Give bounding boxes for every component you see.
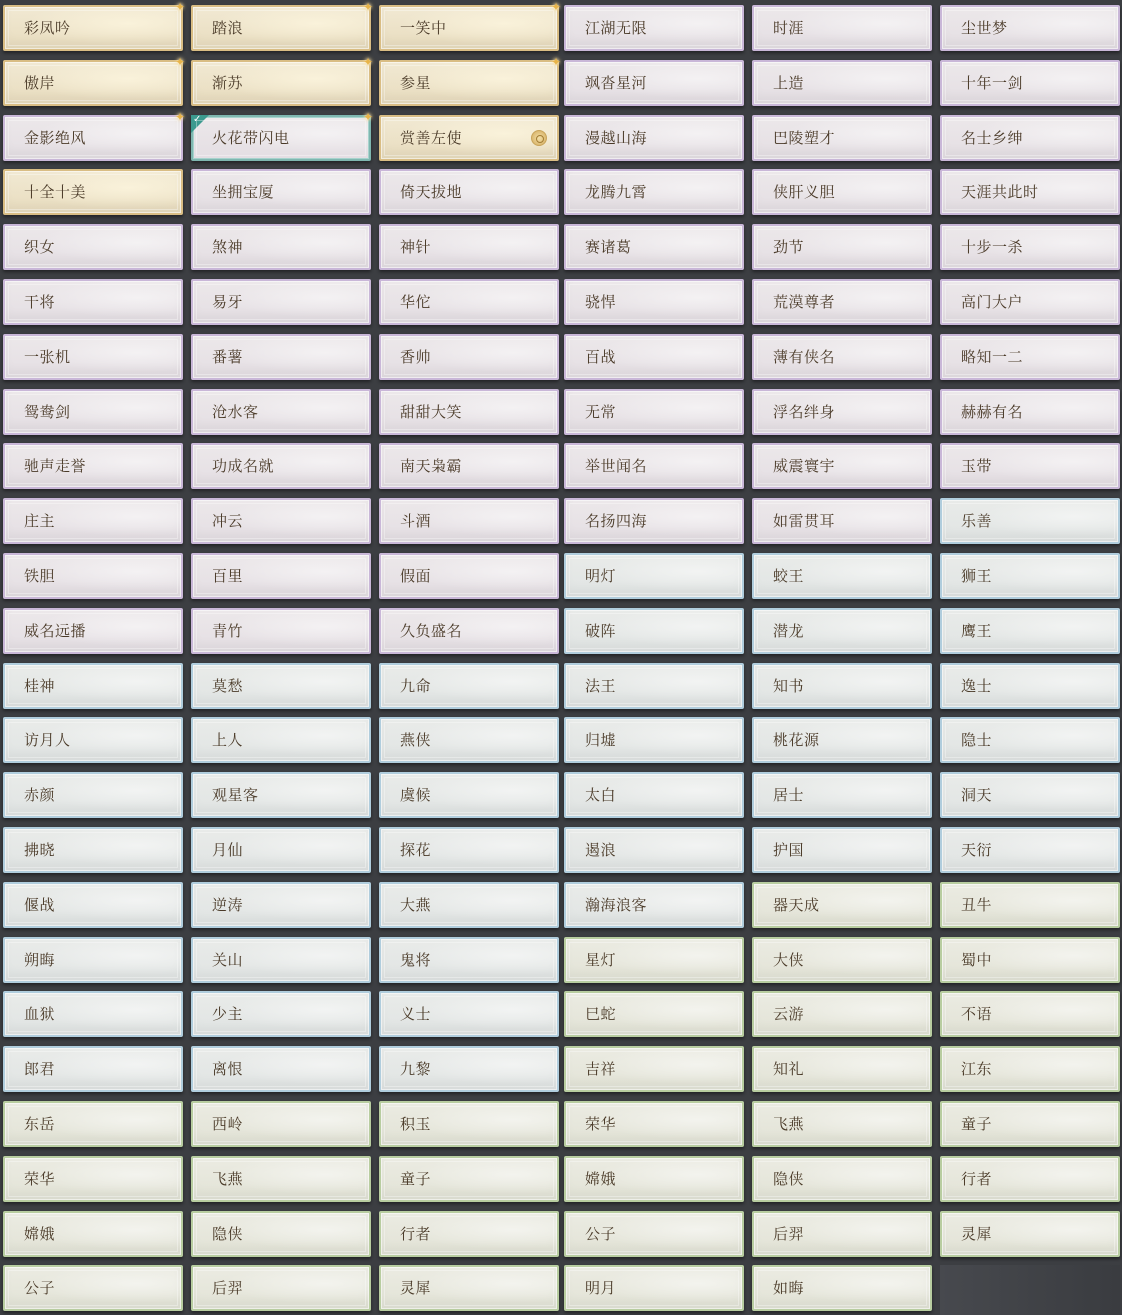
title-card[interactable] (564, 115, 744, 161)
title-card[interactable] (752, 1156, 932, 1202)
title-label: 拂晓 (24, 841, 56, 859)
title-label: 威名远播 (24, 621, 87, 640)
title-label: 神针 (400, 238, 432, 257)
sparkle-icon: ✦ (550, 54, 562, 69)
title-card[interactable] (379, 54, 562, 106)
title-card[interactable] (191, 1211, 371, 1257)
title-label: 吉祥 (585, 1060, 617, 1079)
title-label: 荒漠尊者 (773, 293, 836, 311)
title-label: 公子 (585, 1224, 617, 1243)
title-card[interactable] (191, 1046, 371, 1092)
title-card[interactable] (379, 169, 559, 215)
title-label: 巴陵塑才 (773, 128, 836, 147)
title-card[interactable] (3, 608, 183, 654)
title-label: 百战 (585, 347, 617, 366)
title-card[interactable] (191, 224, 371, 270)
title-label: 飒沓星河 (585, 73, 648, 92)
title-label: 公子 (24, 1279, 56, 1298)
title-label: 关山 (212, 950, 244, 969)
title-label: 狮王 (961, 567, 993, 585)
sparkle-icon: ✦ (362, 54, 374, 69)
title-label: 织女 (24, 238, 56, 257)
title-card[interactable] (752, 60, 932, 106)
title-label: 十全十美 (24, 183, 87, 202)
title-card[interactable] (3, 443, 183, 489)
sparkle-icon: ✦ (174, 54, 186, 69)
title-label: 义士 (400, 1005, 432, 1024)
title-card[interactable] (940, 1211, 1120, 1257)
title-card[interactable] (940, 334, 1120, 380)
title-card[interactable] (752, 389, 932, 435)
title-label: 大侠 (773, 950, 805, 969)
title-card[interactable] (752, 224, 932, 270)
title-card[interactable] (940, 1156, 1120, 1202)
title-label: 护国 (773, 841, 805, 859)
title-card[interactable] (940, 882, 1120, 928)
title-card[interactable] (191, 827, 371, 873)
title-label: 江湖无限 (585, 19, 648, 37)
title-label: 鹰王 (961, 621, 993, 640)
title-card[interactable] (191, 54, 374, 106)
title-card[interactable] (752, 991, 932, 1037)
title-card[interactable] (3, 772, 183, 818)
title-label: 无常 (585, 402, 617, 421)
title-label: 虞候 (400, 786, 432, 805)
title-card[interactable] (379, 498, 559, 544)
title-label: 东岳 (24, 1115, 56, 1133)
title-card[interactable] (379, 553, 559, 599)
title-card[interactable] (564, 279, 744, 325)
title-card[interactable] (3, 1101, 183, 1147)
title-card[interactable] (940, 5, 1120, 51)
title-label: 行者 (961, 1169, 993, 1188)
title-label: 积玉 (400, 1115, 432, 1133)
title-card[interactable] (191, 1156, 371, 1202)
title-card[interactable] (191, 1265, 371, 1311)
title-card[interactable] (940, 991, 1120, 1037)
title-label: 一笑中 (400, 19, 447, 37)
title-card[interactable] (191, 663, 371, 709)
title-label: 观星客 (212, 786, 259, 805)
title-card[interactable] (3, 0, 186, 51)
title-card[interactable] (191, 109, 374, 161)
title-label: 赏善左使 (400, 128, 463, 147)
title-label: 灵犀 (400, 1279, 432, 1298)
title-label: 明灯 (585, 567, 617, 585)
title-card[interactable] (752, 334, 932, 380)
title-card[interactable] (379, 772, 559, 818)
title-label: 蜀中 (961, 950, 993, 969)
title-card[interactable] (379, 334, 559, 380)
empty-slot (940, 1265, 1120, 1315)
title-label: 灵犀 (961, 1224, 993, 1243)
title-card[interactable] (564, 443, 744, 489)
title-label: 举世闻名 (585, 457, 648, 476)
title-card[interactable] (3, 54, 186, 106)
title-label: 玉带 (961, 457, 993, 476)
title-label: 天涯共此时 (961, 183, 1039, 202)
title-label: 探花 (400, 841, 432, 859)
title-card[interactable] (379, 443, 559, 489)
title-label: 冲云 (212, 512, 244, 531)
title-card[interactable] (940, 1046, 1120, 1092)
title-label: 荣华 (24, 1169, 56, 1188)
title-card[interactable] (940, 1101, 1120, 1147)
title-card[interactable] (3, 169, 183, 215)
title-card[interactable] (752, 553, 932, 599)
title-label: 十年一剑 (961, 73, 1024, 92)
title-card[interactable] (752, 279, 932, 325)
title-card[interactable] (191, 991, 371, 1037)
title-card[interactable] (752, 937, 932, 983)
title-card[interactable] (3, 991, 183, 1037)
title-label: 隐士 (961, 731, 993, 750)
title-label: 威震寰宇 (773, 457, 836, 476)
title-label: 不语 (961, 1005, 993, 1024)
title-card[interactable] (379, 608, 559, 654)
title-card[interactable] (379, 0, 562, 51)
title-card[interactable] (191, 169, 371, 215)
title-label: 十步一杀 (961, 238, 1024, 257)
title-card[interactable] (564, 1046, 744, 1092)
title-card[interactable] (191, 443, 371, 489)
title-card[interactable] (379, 115, 559, 161)
title-card[interactable] (752, 1046, 932, 1092)
title-card[interactable] (191, 553, 371, 599)
title-label: 朔晦 (24, 950, 56, 969)
title-card[interactable] (564, 608, 744, 654)
title-card[interactable] (3, 1156, 183, 1202)
title-label: 洞天 (961, 786, 993, 805)
title-card[interactable] (940, 224, 1120, 270)
title-label: 高门大户 (961, 293, 1024, 311)
title-card[interactable] (752, 5, 932, 51)
title-card[interactable] (379, 991, 559, 1037)
title-card[interactable] (3, 717, 183, 763)
title-label: 华佗 (400, 293, 432, 311)
title-label: 番薯 (212, 347, 244, 366)
title-card[interactable] (379, 1046, 559, 1092)
title-label: 易牙 (212, 293, 244, 311)
title-card[interactable] (3, 109, 186, 161)
title-card[interactable] (940, 498, 1120, 544)
title-label: 嫦娥 (585, 1169, 617, 1188)
coin-emblem-icon (531, 130, 547, 146)
title-card[interactable] (3, 389, 183, 435)
title-card[interactable] (191, 937, 371, 983)
title-card[interactable] (564, 5, 744, 51)
title-card[interactable] (379, 389, 559, 435)
title-label: 知书 (773, 676, 805, 695)
sparkle-icon: ✦ (550, 0, 562, 14)
title-card[interactable] (379, 1156, 559, 1202)
title-label: 逸士 (961, 676, 993, 695)
title-card[interactable] (564, 60, 744, 106)
title-label: 行者 (400, 1224, 432, 1243)
title-card[interactable] (940, 608, 1120, 654)
sparkle-icon: ✦ (362, 0, 374, 14)
title-card[interactable] (940, 115, 1120, 161)
title-label: 赛诸葛 (585, 238, 632, 257)
title-label: 南天枭霸 (400, 457, 463, 476)
title-label: 彩凤吟 (24, 19, 71, 37)
title-label: 桂神 (24, 676, 56, 695)
title-card[interactable] (752, 882, 932, 928)
title-label: 侠肝义胆 (773, 183, 836, 202)
title-card[interactable] (3, 827, 183, 873)
title-label: 甜甜大笑 (400, 402, 463, 421)
title-label: 丑牛 (961, 895, 993, 914)
title-card[interactable] (564, 772, 744, 818)
title-card[interactable] (3, 334, 183, 380)
title-card[interactable] (3, 882, 183, 928)
title-label: 名士乡绅 (961, 128, 1024, 147)
title-label: 桃花源 (773, 731, 820, 750)
title-card[interactable] (564, 1101, 744, 1147)
title-card[interactable] (564, 1265, 744, 1311)
sparkle-icon: ✦ (174, 109, 186, 124)
title-label: 青竹 (212, 621, 244, 640)
title-card[interactable] (940, 827, 1120, 873)
title-label: 乐善 (961, 512, 993, 531)
title-label: 鸳鸯剑 (24, 402, 71, 421)
title-card[interactable] (564, 717, 744, 763)
title-label: 西岭 (212, 1115, 244, 1133)
title-label: 薄有侠名 (773, 347, 836, 366)
title-card[interactable] (564, 389, 744, 435)
title-label: 赫赫有名 (961, 402, 1024, 421)
title-card[interactable] (191, 279, 371, 325)
title-card[interactable] (752, 115, 932, 161)
title-card[interactable] (3, 663, 183, 709)
title-card[interactable] (752, 1265, 932, 1311)
title-card[interactable] (940, 717, 1120, 763)
title-label: 驰声走誉 (24, 457, 87, 476)
title-label: 童子 (400, 1169, 432, 1188)
title-label: 童子 (961, 1115, 993, 1133)
title-card[interactable] (379, 663, 559, 709)
title-card[interactable] (940, 443, 1120, 489)
title-label: 上人 (212, 731, 244, 750)
title-label: 星灯 (585, 950, 617, 969)
title-label: 参星 (400, 73, 432, 92)
title-label: 少主 (212, 1005, 244, 1024)
title-label: 遏浪 (585, 841, 617, 859)
title-label: 知礼 (773, 1060, 805, 1079)
title-label: 如雷贯耳 (773, 512, 836, 531)
title-label: 离恨 (212, 1060, 244, 1079)
title-label: 如晦 (773, 1279, 805, 1298)
title-card[interactable] (3, 1211, 183, 1257)
title-label: 瀚海浪客 (585, 895, 648, 914)
title-card[interactable] (379, 1101, 559, 1147)
title-label: 久负盛名 (400, 621, 463, 640)
title-card[interactable] (191, 389, 371, 435)
title-card[interactable] (564, 937, 744, 983)
title-label: 大燕 (400, 895, 432, 914)
title-label: 燕侠 (400, 731, 432, 750)
title-card[interactable] (940, 60, 1120, 106)
title-label: 金影绝风 (24, 128, 87, 147)
sparkle-icon: ✦ (174, 0, 186, 14)
title-label: 踏浪 (212, 19, 244, 37)
title-label: 骁悍 (585, 293, 617, 311)
title-label: 劲节 (773, 238, 805, 257)
title-label: 飞燕 (773, 1115, 805, 1133)
title-label: 浮名绊身 (773, 402, 836, 421)
title-card[interactable] (3, 279, 183, 325)
title-card[interactable] (379, 279, 559, 325)
title-card[interactable] (191, 334, 371, 380)
title-card[interactable] (564, 1211, 744, 1257)
title-card[interactable] (752, 663, 932, 709)
title-label: 煞神 (212, 238, 244, 257)
title-label: 百里 (212, 567, 244, 585)
title-label: 尘世梦 (961, 19, 1008, 37)
title-card[interactable] (564, 991, 744, 1037)
title-label: 太白 (585, 786, 617, 805)
title-label: 莫愁 (212, 676, 244, 695)
title-label: 月仙 (212, 841, 244, 859)
title-card[interactable] (3, 1265, 183, 1311)
title-label: 嫦娥 (24, 1224, 56, 1243)
title-label: 火花带闪电 (212, 128, 290, 147)
title-card[interactable] (379, 1265, 559, 1311)
title-label: 九黎 (400, 1060, 432, 1079)
title-label: 铁胆 (24, 567, 56, 585)
title-card[interactable] (752, 717, 932, 763)
title-card[interactable] (191, 717, 371, 763)
title-label: 逆涛 (212, 895, 244, 914)
title-card[interactable] (379, 717, 559, 763)
title-card[interactable] (564, 553, 744, 599)
title-label: 九命 (400, 676, 432, 695)
title-label: 法王 (585, 676, 617, 695)
title-card[interactable] (940, 553, 1120, 599)
title-card[interactable] (191, 0, 374, 51)
title-card[interactable] (564, 334, 744, 380)
title-card[interactable] (752, 1101, 932, 1147)
title-card[interactable] (940, 389, 1120, 435)
title-label: 香帅 (400, 347, 432, 366)
title-label: 渐苏 (212, 73, 244, 92)
title-label: 居士 (773, 786, 805, 805)
title-label: 破阵 (585, 621, 617, 640)
title-label: 鬼将 (400, 950, 432, 969)
title-label: 沧水客 (212, 402, 259, 421)
title-card[interactable] (379, 1211, 559, 1257)
title-card[interactable] (564, 663, 744, 709)
title-card[interactable] (3, 224, 183, 270)
title-label: 隐侠 (212, 1224, 244, 1243)
title-label: 漫越山海 (585, 128, 648, 147)
title-label: 器天成 (773, 895, 820, 914)
title-label: 后羿 (773, 1224, 805, 1243)
title-label: 潜龙 (773, 621, 805, 640)
title-label: 名扬四海 (585, 512, 648, 531)
title-label: 郎君 (24, 1060, 56, 1079)
title-label: 坐拥宝厦 (212, 183, 275, 202)
title-card[interactable] (191, 772, 371, 818)
title-label: 功成名就 (212, 457, 275, 476)
title-label: 龙腾九霄 (585, 183, 648, 202)
checkmark-icon: ✓ (191, 115, 209, 133)
title-label: 隐侠 (773, 1169, 805, 1188)
title-label: 荣华 (585, 1115, 617, 1133)
title-card[interactable] (191, 608, 371, 654)
title-card[interactable] (940, 279, 1120, 325)
title-card[interactable] (379, 937, 559, 983)
title-card[interactable] (3, 1046, 183, 1092)
title-label: 倚天拔地 (400, 183, 463, 202)
title-label: 蛟王 (773, 567, 805, 585)
title-card[interactable] (940, 772, 1120, 818)
title-label: 云游 (773, 1005, 805, 1024)
title-card[interactable] (752, 772, 932, 818)
title-card[interactable] (752, 608, 932, 654)
title-label: 归墟 (585, 731, 617, 750)
title-label: 巳蛇 (585, 1005, 617, 1024)
title-card[interactable] (3, 498, 183, 544)
title-label: 偃战 (24, 895, 56, 914)
title-card[interactable] (564, 224, 744, 270)
title-card[interactable] (379, 224, 559, 270)
title-card[interactable] (191, 498, 371, 544)
title-card[interactable] (752, 443, 932, 489)
title-label: 斗酒 (400, 512, 432, 531)
title-label: 赤颜 (24, 786, 56, 805)
title-label: 明月 (585, 1279, 617, 1298)
title-label: 庄主 (24, 512, 56, 531)
sparkle-icon: ✦ (362, 109, 374, 124)
title-card[interactable] (752, 1211, 932, 1257)
title-card[interactable] (940, 169, 1120, 215)
title-label: 后羿 (212, 1279, 244, 1298)
title-card[interactable] (940, 663, 1120, 709)
title-label: 傲岸 (24, 73, 56, 92)
title-card[interactable] (564, 1156, 744, 1202)
title-card[interactable] (191, 882, 371, 928)
title-label: 干将 (24, 293, 56, 311)
title-card[interactable] (564, 169, 744, 215)
title-label: 一张机 (24, 347, 71, 366)
title-card[interactable] (752, 827, 932, 873)
title-card[interactable] (940, 937, 1120, 983)
title-card[interactable] (379, 882, 559, 928)
title-label: 飞燕 (212, 1169, 244, 1188)
title-label: 假面 (400, 567, 432, 585)
title-card[interactable] (564, 827, 744, 873)
title-label: 上造 (773, 73, 805, 92)
title-card[interactable] (564, 882, 744, 928)
title-label: 天衍 (961, 841, 993, 859)
title-card[interactable] (3, 553, 183, 599)
title-card[interactable] (752, 169, 932, 215)
title-label: 江东 (961, 1060, 993, 1079)
title-card[interactable] (379, 827, 559, 873)
title-label: 时涯 (773, 19, 805, 37)
title-card[interactable] (3, 937, 183, 983)
title-label: 访月人 (24, 731, 71, 750)
title-label: 血狱 (24, 1005, 56, 1024)
title-card[interactable] (752, 498, 932, 544)
title-card[interactable] (564, 498, 744, 544)
title-card[interactable] (191, 1101, 371, 1147)
title-label: 略知一二 (961, 347, 1024, 366)
